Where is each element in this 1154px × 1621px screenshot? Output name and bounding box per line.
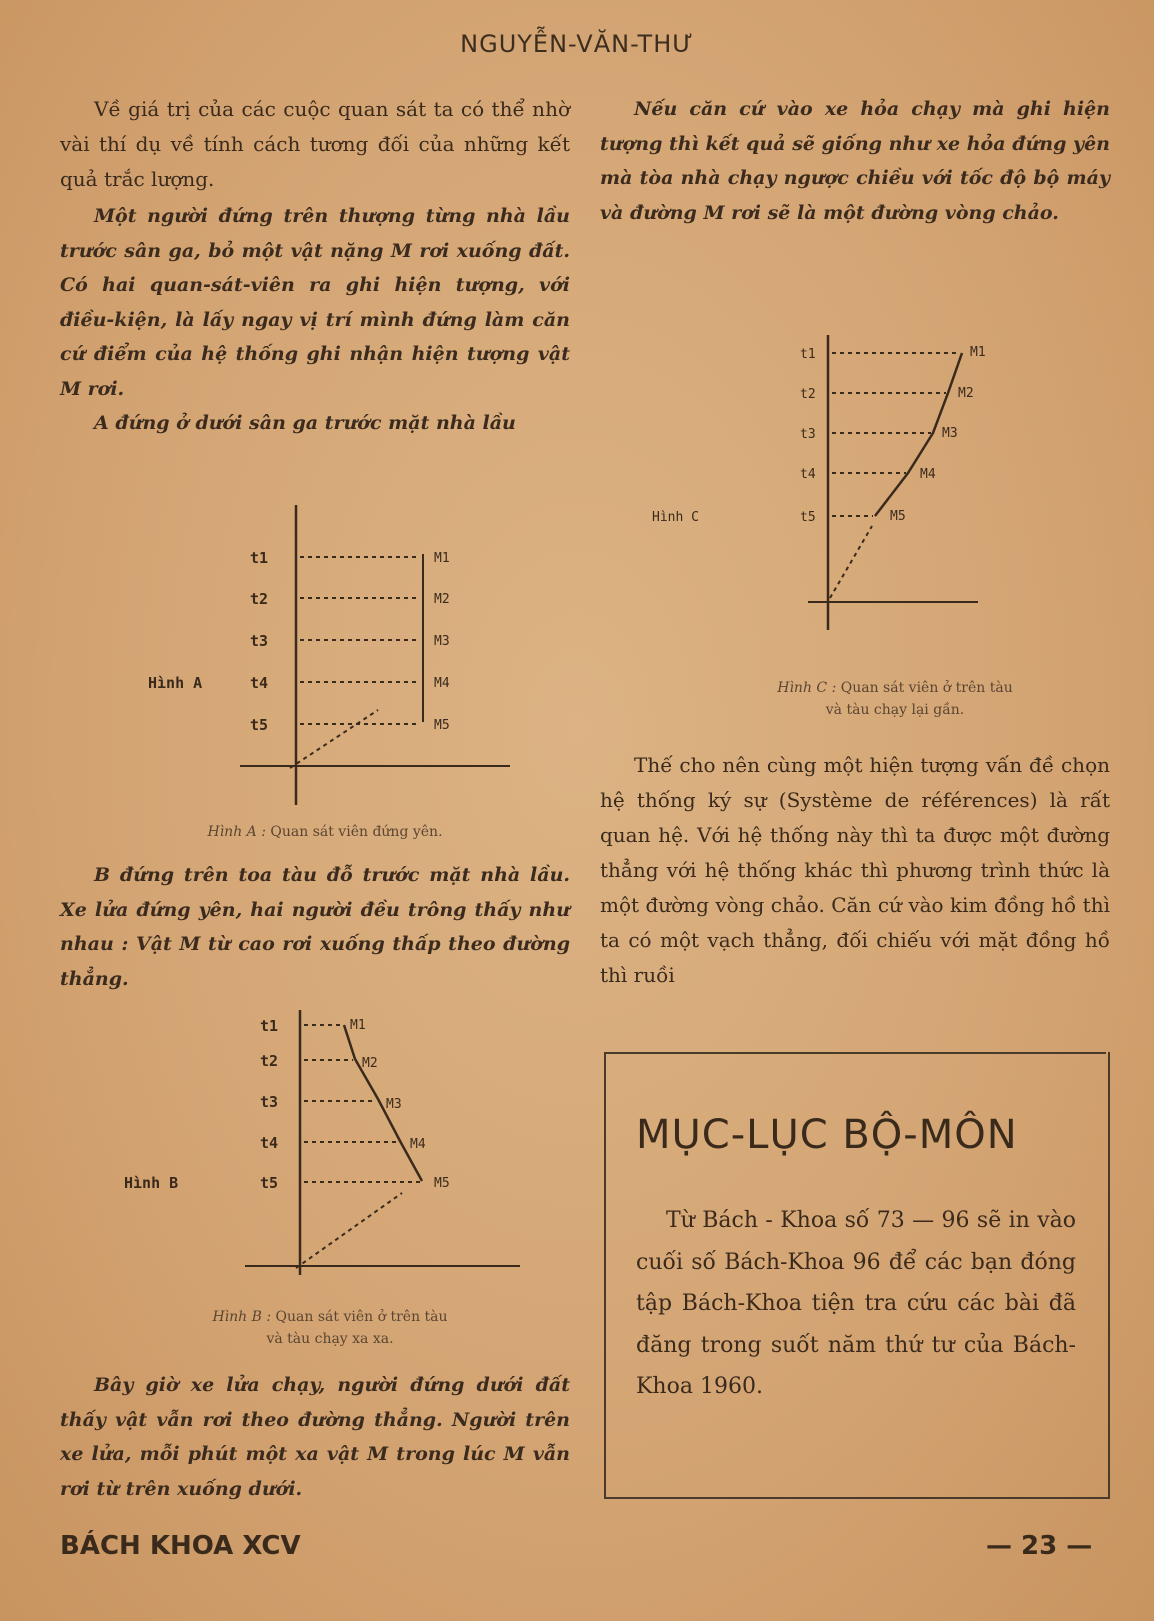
figure-b-m3: M3 bbox=[386, 1097, 402, 1112]
figure-a-m4: M4 bbox=[434, 676, 450, 691]
figure-b-t5: t5 bbox=[260, 1174, 279, 1192]
figure-b-m4: M4 bbox=[410, 1137, 426, 1152]
figure-c-m4: M4 bbox=[920, 467, 936, 482]
figure-c-t3: t3 bbox=[800, 427, 816, 442]
figure-a-caption-label: Hình A : bbox=[207, 824, 266, 840]
figure-c-t5: t5 bbox=[800, 510, 816, 525]
left-paragraph-1: Về giá trị của các cuộc quan sát ta có thể nhờ vài thí dụ về tính cách tương đối của những kết quả trắc lượng. bbox=[60, 97, 570, 191]
figure-a-label: Hình A bbox=[148, 674, 203, 692]
left-column-bottom bbox=[60, 1368, 570, 1506]
figure-c-m2: M2 bbox=[958, 386, 974, 401]
figure-a-t3: t3 bbox=[250, 632, 269, 650]
figure-b-sightline bbox=[296, 1193, 402, 1268]
figure-c-t2: t2 bbox=[800, 387, 816, 402]
figure-a-caption-text: Quan sát viên đứng yên. bbox=[270, 824, 443, 840]
right-column bbox=[600, 92, 1110, 230]
footer-publication: BÁCH KHOA XCV bbox=[60, 1531, 301, 1561]
figure-b-m5: M5 bbox=[434, 1176, 450, 1191]
figure-c-m3: M3 bbox=[942, 426, 958, 441]
figure-b-t2: t2 bbox=[260, 1052, 279, 1070]
figure-b-caption bbox=[120, 1306, 540, 1350]
footer-page-number: — 23 — bbox=[986, 1531, 1093, 1561]
figure-b-t3: t3 bbox=[260, 1093, 279, 1111]
right-paragraph-1: Nếu căn cứ vào xe hỏa chạy mà ghi hiện tượng thì kết quả sẽ giống như xe hỏa đứng yên mà tòa nhà chạy ngược chiều với tốc độ bộ máy và đường M rơi sẽ là một đường vòng chảo. bbox=[600, 98, 1110, 224]
figure-a-t2: t2 bbox=[250, 590, 269, 608]
figure-a-m5: M5 bbox=[434, 718, 450, 733]
left-paragraph-3: A đứng ở dưới sân ga trước mặt nhà lầu bbox=[94, 412, 516, 434]
figure-b-caption-label: Hình B : bbox=[212, 1309, 272, 1325]
figure-b-m1: M1 bbox=[350, 1018, 366, 1033]
left-column-mid bbox=[60, 858, 570, 996]
figure-a-diagram bbox=[140, 500, 520, 820]
figure-a-t1: t1 bbox=[250, 549, 269, 567]
right-paragraph-2: Thế cho nên cùng một hiện tượng vấn đề chọn hệ thống ký sự (Système de références) là rất quan hệ. Với hệ thống này thì ta được một đường thẳng với hệ thống khác thì phương trình thức là một đường vòng chảo. Căn cứ vào kim đồng hồ thì ta có một vạch thẳng, đối chiếu với mặt đồng hồ thì ruồi bbox=[600, 753, 1110, 987]
figure-b-caption-line-1: Quan sát viên ở trên tàu bbox=[275, 1309, 448, 1325]
figure-c-m1: M1 bbox=[970, 345, 986, 360]
notice-box-body: Từ Bách - Khoa số 73 — 96 sẽ in vào cuối số Bách-Khoa 96 để các bạn đóng tập Bách-Khoa tiện tra cứu các bài đã đăng trong suốt năm thứ tư của Bách-Khoa 1960. bbox=[636, 1208, 1076, 1399]
left-paragraph-4: B đứng trên toa tàu đỗ trước mặt nhà lầu. Xe lửa đứng yên, hai người đều trông thấy như nhau : Vật M từ cao rơi xuống thấp theo đường thẳng. bbox=[60, 864, 570, 990]
figure-b-t4: t4 bbox=[260, 1134, 279, 1152]
figure-c-t1: t1 bbox=[800, 347, 816, 362]
figure-b-label: Hình B bbox=[124, 1174, 179, 1192]
right-column-mid bbox=[600, 748, 1110, 993]
figure-c-caption-line-2: và tàu chạy lại gần. bbox=[825, 702, 965, 718]
left-column bbox=[60, 92, 570, 441]
figure-a-sightline bbox=[290, 710, 378, 768]
figure-c-t4: t4 bbox=[800, 467, 816, 482]
figure-a-t5: t5 bbox=[250, 716, 269, 734]
figure-a bbox=[140, 500, 520, 824]
figure-c bbox=[648, 330, 1008, 644]
figure-a-m1: M1 bbox=[434, 551, 450, 566]
figure-b-fall-curve bbox=[344, 1025, 422, 1181]
left-paragraph-5: Bây giờ xe lửa chạy, người đứng dưới đất thấy vật vẫn rơi theo đường thẳng. Người trên xe lửa, mỗi phút một xa vật M trong lúc M vẫn rơi từ trên xuống dưới. bbox=[60, 1374, 570, 1500]
figure-a-m3: M3 bbox=[434, 634, 450, 649]
figure-a-caption bbox=[100, 821, 550, 843]
left-paragraph-2: Một người đứng trên thượng từng nhà lầu trước sân ga, bỏ một vật nặng M rơi xuống đất. Có hai quan-sát-viên ra ghi hiện tượng, với điều-kiện, là lấy ngay vị trí mình đứng làm căn cứ điểm của hệ thống ghi nhận hiện tượng vật M rơi. bbox=[60, 205, 570, 400]
figure-b-diagram bbox=[110, 1005, 530, 1295]
figure-c-label: Hình C bbox=[652, 510, 699, 525]
figure-b-t1: t1 bbox=[260, 1017, 279, 1035]
figure-a-m2: M2 bbox=[434, 592, 450, 607]
notice-box-title: MỤC-LỤC BỘ-MÔN bbox=[636, 1112, 1018, 1158]
figure-c-sightline bbox=[830, 526, 872, 598]
page-header: NGUYỄN-VĂN-THƯ bbox=[460, 30, 694, 58]
figure-c-caption-label: Hình C : bbox=[777, 680, 837, 696]
figure-b-caption-line-2: và tàu chạy xa xa. bbox=[266, 1331, 394, 1347]
figure-c-diagram bbox=[648, 330, 1008, 640]
figure-c-caption bbox=[700, 677, 1090, 721]
figure-c-m5: M5 bbox=[890, 509, 906, 524]
figure-b bbox=[110, 1005, 530, 1299]
figure-a-t4: t4 bbox=[250, 674, 269, 692]
figure-b-m2: M2 bbox=[362, 1056, 378, 1071]
figure-c-caption-line-1: Quan sát viên ở trên tàu bbox=[840, 680, 1013, 696]
